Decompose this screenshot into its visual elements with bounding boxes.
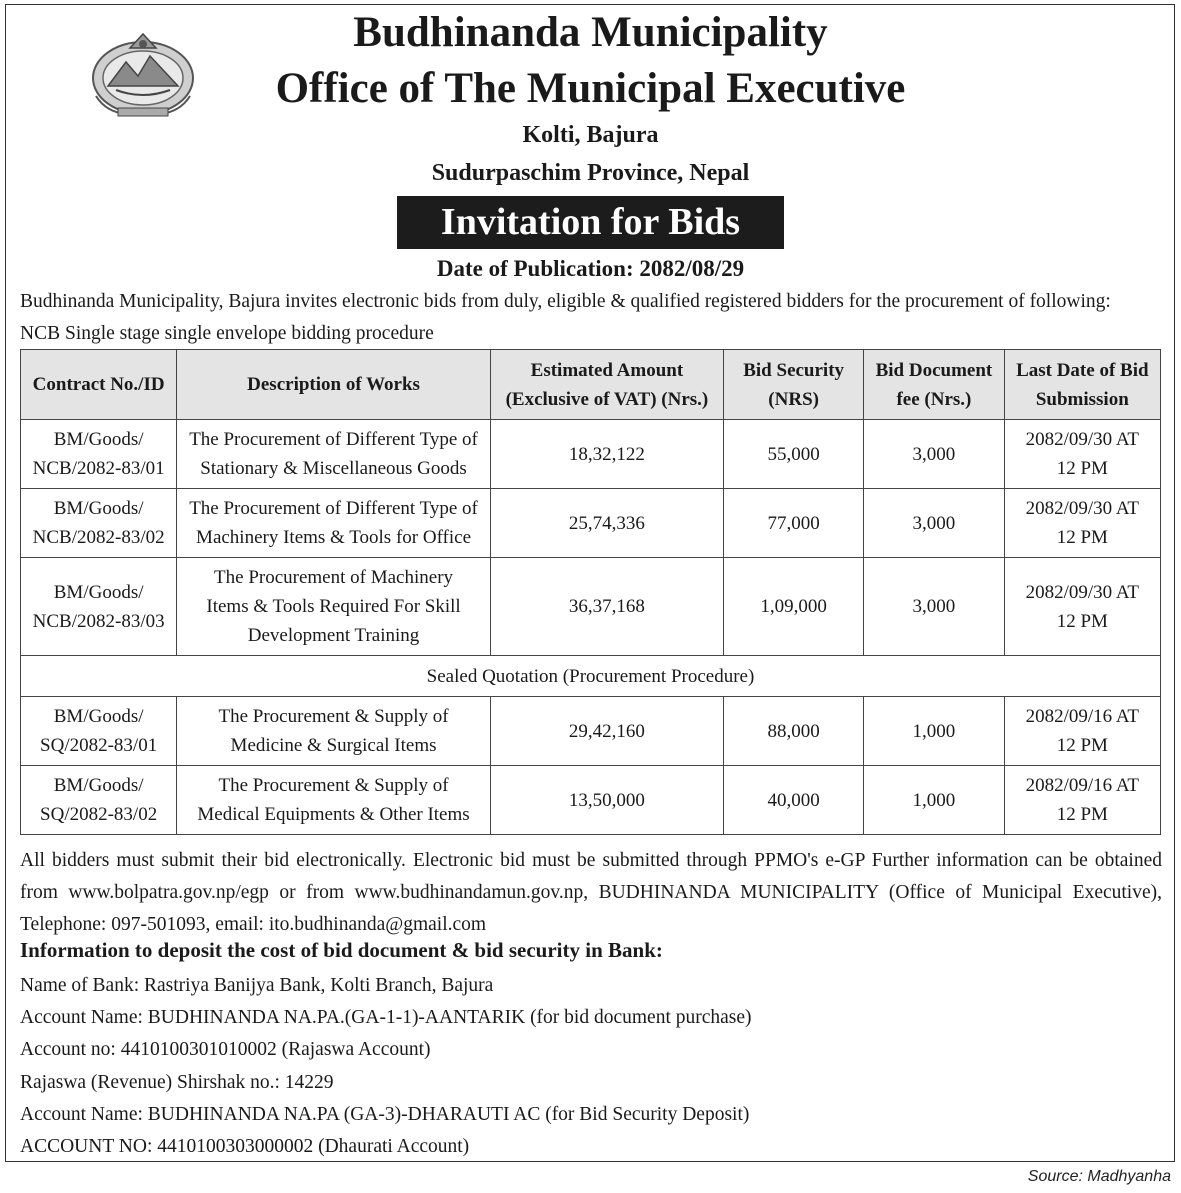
account-no-line-2: ACCOUNT NO: 4410100303000002 (Dhaurati Account) bbox=[20, 1136, 470, 1158]
bid-security: 1,09,000 bbox=[724, 558, 864, 656]
procedure-text: NCB Single stage single envelope bidding procedure bbox=[20, 323, 434, 344]
last-date: 2082/09/16 AT 12 PM bbox=[1004, 697, 1160, 766]
table-row bbox=[21, 766, 1161, 835]
address-line-2: Sudurpaschim Province, Nepal bbox=[431, 160, 750, 186]
contract-id: BM/Goods/ NCB/2082-83/03 bbox=[21, 558, 177, 656]
bid-security: 40,000 bbox=[724, 766, 864, 835]
bank-info-title: Information to deposit the cost of bid document & bid security in Bank: bbox=[20, 938, 663, 962]
municipality-title: Budhinanda Municipality bbox=[353, 9, 828, 56]
section-row bbox=[21, 656, 1161, 697]
account-name-line-1: Account Name: BUDHINANDA NA.PA.(GA-1-1)-AANTARIK (for bid document purchase) bbox=[20, 1007, 752, 1029]
table-row bbox=[21, 697, 1161, 766]
sealed-quotation-label: Sealed Quotation (Procurement Procedure) bbox=[21, 656, 1161, 697]
work-description: The Procurement of Machinery Items & Tools Required For Skill Development Training bbox=[177, 558, 491, 656]
notice-title-banner: Invitation for Bids bbox=[397, 196, 784, 249]
last-date: 2082/09/30 AT 12 PM bbox=[1004, 489, 1160, 558]
estimated-amount: 18,32,122 bbox=[490, 420, 723, 489]
submission-info: All bidders must submit their bid electronically. Electronic bid must be submitted through PPMO's e-GP Further information can be obtained from www.bolpatra.gov.np/egp or from www.budhinandamun.gov.np, BUDHINANDA MUNICIPALITY (Office of Municipal Executive), Telephone: 097-501093, email: ito.budhinanda@gmail.com bbox=[20, 850, 1162, 935]
bank-info-lines bbox=[20, 970, 752, 1163]
table-row bbox=[21, 420, 1161, 489]
revenue-shirshak-line: Rajaswa (Revenue) Shirshak no.: 14229 bbox=[20, 1071, 334, 1093]
header-estimated-amount: Estimated Amount (Exclusive of VAT) (Nrs.) bbox=[490, 350, 723, 420]
source-credit: Source: Madhyanha bbox=[1027, 1168, 1171, 1185]
contract-id: BM/Goods/ SQ/2082-83/02 bbox=[21, 766, 177, 835]
bids-table bbox=[20, 349, 1161, 835]
work-description: The Procurement & Supply of Medicine & Surgical Items bbox=[177, 697, 491, 766]
intro-text: Budhinanda Municipality, Bajura invites electronic bids from duly, eligible & qualified registered bidders for the procurement of following: bbox=[20, 291, 1111, 312]
header-description: Description of Works bbox=[177, 350, 491, 420]
account-no-line-1: Account no: 4410100301010002 (Rajaswa Account) bbox=[20, 1039, 431, 1061]
work-description: The Procurement of Different Type of Machinery Items & Tools for Office bbox=[177, 489, 491, 558]
bid-security: 88,000 bbox=[724, 697, 864, 766]
bid-fee: 3,000 bbox=[864, 420, 1004, 489]
header-bid-security: Bid Security (NRS) bbox=[724, 350, 864, 420]
table-header-row bbox=[21, 350, 1161, 420]
work-description: The Procurement & Supply of Medical Equipments & Other Items bbox=[177, 766, 491, 835]
last-date: 2082/09/30 AT 12 PM bbox=[1004, 420, 1160, 489]
estimated-amount: 25,74,336 bbox=[490, 489, 723, 558]
work-description: The Procurement of Different Type of Stationary & Miscellaneous Goods bbox=[177, 420, 491, 489]
header-contract: Contract No./ID bbox=[21, 350, 177, 420]
bank-name-line: Name of Bank: Rastriya Banijya Bank, Kolti Branch, Bajura bbox=[20, 975, 494, 996]
office-title: Office of The Municipal Executive bbox=[275, 65, 906, 112]
last-date: 2082/09/30 AT 12 PM bbox=[1004, 558, 1160, 656]
bid-fee: 3,000 bbox=[864, 558, 1004, 656]
bid-fee: 3,000 bbox=[864, 489, 1004, 558]
address-line-1: Kolti, Bajura bbox=[522, 122, 659, 148]
contract-id: BM/Goods/ NCB/2082-83/02 bbox=[21, 489, 177, 558]
bid-security: 55,000 bbox=[724, 420, 864, 489]
bid-fee: 1,000 bbox=[864, 697, 1004, 766]
header-bid-fee: Bid Document fee (Nrs.) bbox=[864, 350, 1004, 420]
estimated-amount: 36,37,168 bbox=[490, 558, 723, 656]
header-last-date: Last Date of Bid Submission bbox=[1004, 350, 1160, 420]
contract-id: BM/Goods/ NCB/2082-83/01 bbox=[21, 420, 177, 489]
last-date: 2082/09/16 AT 12 PM bbox=[1004, 766, 1160, 835]
table-row bbox=[21, 489, 1161, 558]
account-name-line-2: Account Name: BUDHINANDA NA.PA (GA-3)-DHARAUTI AC (for Bid Security Deposit) bbox=[20, 1103, 750, 1125]
contract-id: BM/Goods/ SQ/2082-83/01 bbox=[21, 697, 177, 766]
estimated-amount: 13,50,000 bbox=[490, 766, 723, 835]
estimated-amount: 29,42,160 bbox=[490, 697, 723, 766]
table-row bbox=[21, 558, 1161, 656]
bid-security: 77,000 bbox=[724, 489, 864, 558]
publication-date: Date of Publication: 2082/08/29 bbox=[436, 256, 745, 281]
bid-fee: 1,000 bbox=[864, 766, 1004, 835]
